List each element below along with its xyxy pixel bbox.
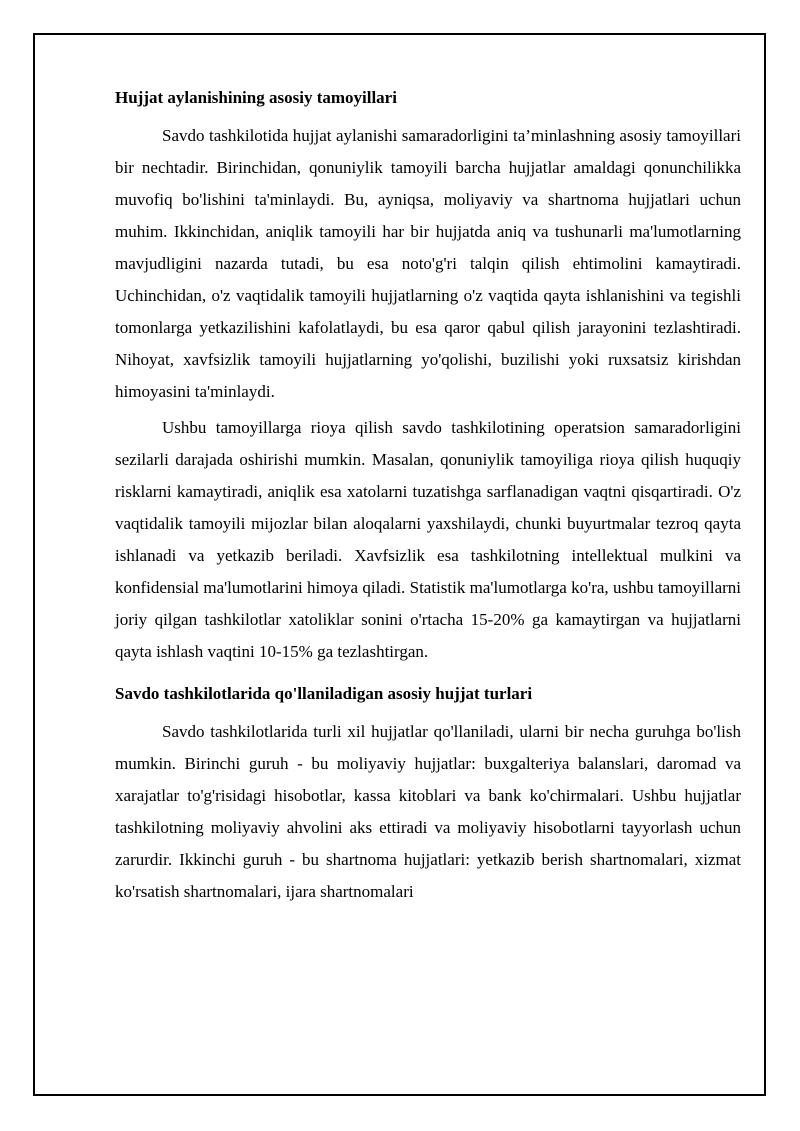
paragraph-document-types-1: Savdo tashkilotlarida turli xil hujjatlar qo'llaniladi, ularni bir necha guruhga bo'lish mumkin. Birinchi guruh - bu moliyaviy hujjatlar: buxgalteriya balanslari, daromad va xarajatlar to'g'risidagi hisobotlar, kassa kitoblari va bank ko'chirmalari. Ushbu hujjatlar tashkilotning moliyaviy ahvolini aks ettiradi va moliyaviy hisobotlarni tayyorlash uchun zarurdir. Ikkinchi guruh - bu shartnoma hujjatlari: yetkazib berish shartnomalari, xizmat ko'rsatish shartnomalari, ijara shartnomalari [115, 722, 741, 901]
paragraph-principles-1: Savdo tashkilotida hujjat aylanishi samaradorligini ta’minlashning asosiy tamoyillari bir nechtadir. Birinchidan, qonuniylik tamoyili barcha hujjatlar amaldagi qonunchilikka muvofiq bo'lishini ta'minlaydi. Bu, ayniqsa, moliyaviy va shartnoma hujjatlari uchun muhim. Ikkinchidan, aniqlik tamoyili har bir hujjatda aniq va tushunarli ma'lumotlarning mavjudligini nazarda tutadi, bu esa noto'g'ri talqin qilish ehtimolini kamaytiradi. Uchinchidan, o'z vaqtidalik tamoyili hujjatlarning o'z vaqtida qayta ishlanishini va tegishli tomonlarga yetkazilishini kafolatlaydi, bu esa qaror qabul qilish jarayonini tezlashtiradi. Nihoyat, xavfsizlik tamoyili hujjatlarning yo'qolishi, buzilishi yoki ruxsatsiz kirishdan himoyasini ta'minlaydi. [115, 126, 741, 401]
document-body [115, 86, 741, 908]
section-heading-principles: Hujjat aylanishining asosiy tamoyillari [115, 88, 397, 107]
paragraph-principles-2: Ushbu tamoyillarga rioya qilish savdo tashkilotining operatsion samaradorligini sezilarli darajada oshirishi mumkin. Masalan, qonuniylik tamoyiliga rioya qilish huquqiy risklarni kamaytiradi, aniqlik esa xatolarni tuzatishga sarflanadigan vaqtni qisqartiradi. O'z vaqtidalik tamoyili mijozlar bilan aloqalarni yaxshilaydi, chunki buyurtmalar tezroq qayta ishlanadi va yetkazib beriladi. Xavfsizlik esa tashkilotning intellektual mulkini va konfidensial ma'lumotlarini himoya qiladi. Statistik ma'lumotlarga ko'ra, ushbu tamoyillarni joriy qilgan tashkilotlar xatoliklar sonini o'rtacha 15-20% ga kamaytirgan va hujjatlarni qayta ishlash vaqtini 10-15% ga tezlashtirgan. [115, 418, 741, 661]
section-heading-document-types: Savdo tashkilotlarida qo'llaniladigan asosiy hujjat turlari [115, 684, 533, 703]
